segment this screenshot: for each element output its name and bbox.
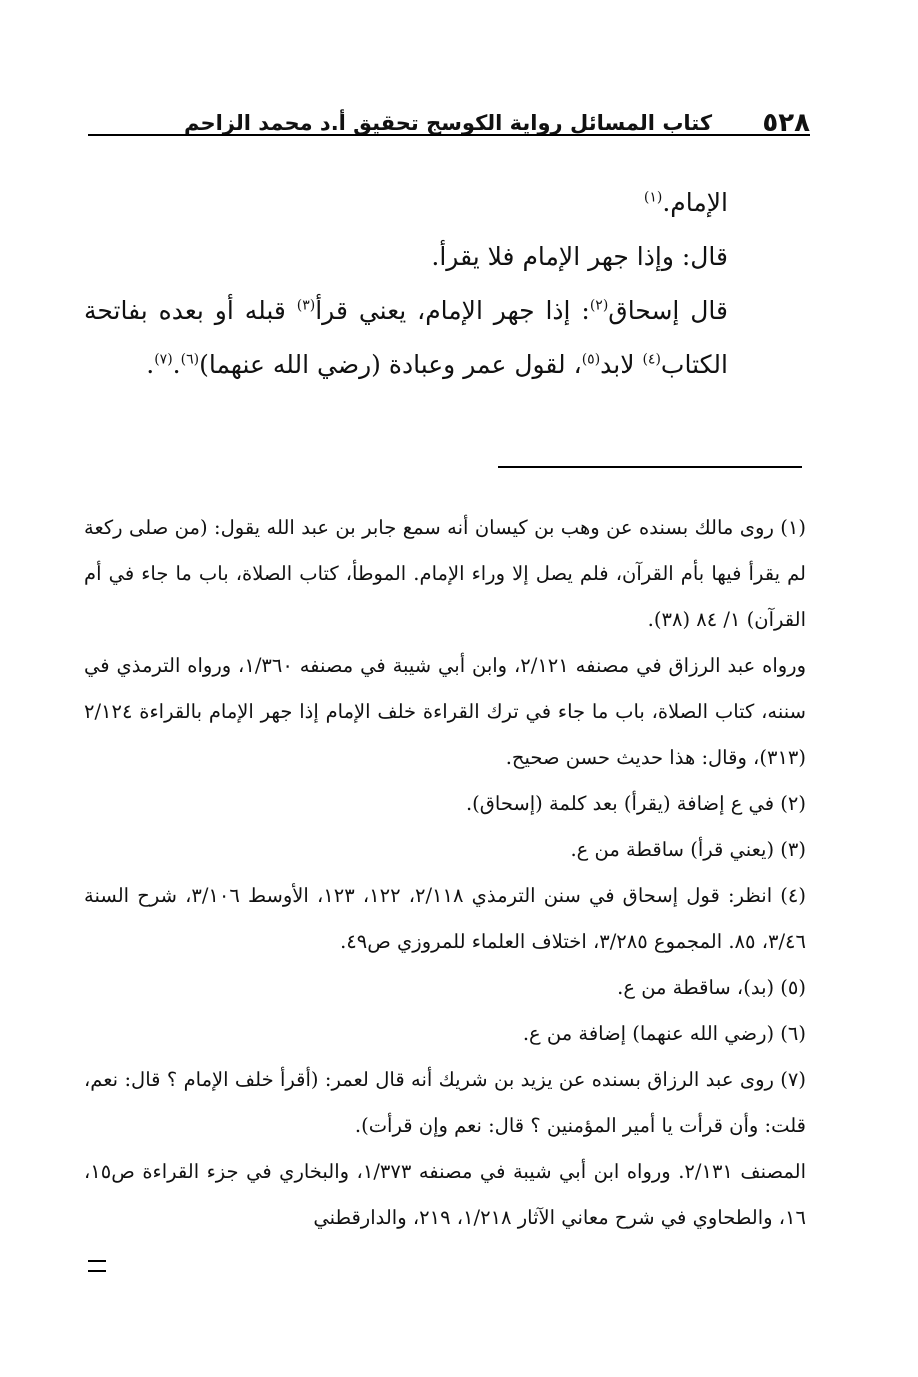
footnote-ref-1: (١) [643,189,663,206]
footnote-ref-5: (٥) [581,351,601,368]
footnote-5: (٥) (بد)، ساقطة من ع. [617,976,806,999]
footnote-separator [498,466,802,468]
para-3-part-g: . [146,350,155,379]
main-line-1 [84,176,728,230]
para-3-part-f: . [172,350,181,379]
footnote-ref-7: (٧) [154,351,173,368]
footnote-1-continued: ورواه عبد الرزاق في مصنفه ٢/١٢١، وابن أبي شيبة في مصنفه ١/٣٦٠، ورواه الترمذي في سننه، كتاب الصلاة، باب ما جاء في ترك القراءة خلف الإمام إذا جهر الإمام بالقراءة ٢/١٢٤ (٣١٣)، وقال: هذا حديث حسن صحيح. [84,654,806,769]
footnote-ref-2: (٢) [589,297,609,314]
continuation-mark [88,1260,106,1272]
footnote-7: (٧) روى عبد الرزاق بسنده عن يزيد بن شريك أنه قال لعمر: (أقرأ خلف الإمام ؟ قال: نعم، قلت: وأن قرأت يا أمير المؤمنين ؟ قال: نعم وإن قرأت). [84,1068,806,1137]
para-3-part-a: قال إسحاق [608,296,728,325]
page-number: ٥٢٨ [762,108,810,138]
main-line-2: قال: وإذا جهر الإمام فلا يقرأ. [431,242,728,271]
main-paragraph-3 [84,284,728,392]
footnote-6: (٦) (رضي الله عنهما) إضافة من ع. [522,1022,806,1045]
running-title: كتاب المسائل رواية الكوسج تحقيق أ.د محمد الزاحم [184,111,713,135]
footnote-4: (٤) انظر: قول إسحاق في سنن الترمذي ٢/١١٨، ١٢٢، ١٢٣، الأوسط ٣/١٠٦، شرح السنة ٣/٤٦، ٨٥. المجموع ٣/٢٨٥، اختلاف العلماء للمروزي ص٤٩. [84,884,806,953]
footnote-ref-4: (٤) [642,351,661,368]
footnotes [84,505,806,1241]
footnote-1: (١) روى مالك بسنده عن وهب بن كيسان أنه سمع جابر بن عبد الله يقول: (من صلى ركعة لم يقرأ فيها بأم القرآن، فلم يصل إلا وراء الإمام. الموطأ، كتاب الصلاة، باب ما جاء في أم القرآن) ١/ ٨٤ (٣٨). [84,516,806,631]
para-3-part-d: لابد [600,350,643,379]
main-line-1-text: الإمام. [662,188,728,217]
para-3-part-e: ، لقول عمر وعبادة (رضي الله عنهما) [199,350,582,379]
footnote-ref-3: (٣) [296,297,316,314]
para-3-part-c: قبله أو بعده بفاتحة الكتاب [84,296,728,379]
footnote-7-continued: المصنف ٢/١٣١. ورواه ابن أبي شيبة في مصنفه ١/٣٧٣، والبخاري في جزء القراءة ص١٥، ١٦، والطحاوي في شرح معاني الآثار ١/٢١٨، ٢١٩، والدارقطني [84,1160,807,1229]
footnote-3: (٣) (يعني قرأ) ساقطة من ع. [570,838,806,861]
footnote-2: (٢) في ع إضافة (يقرأ) بعد كلمة (إسحاق). [465,792,806,815]
footnote-ref-6: (٦) [180,351,200,368]
main-text [84,176,728,392]
header-rule [88,134,810,136]
para-3-part-b: : إذا جهر الإمام، يعني قرأ [315,296,590,325]
page-header [88,92,810,138]
